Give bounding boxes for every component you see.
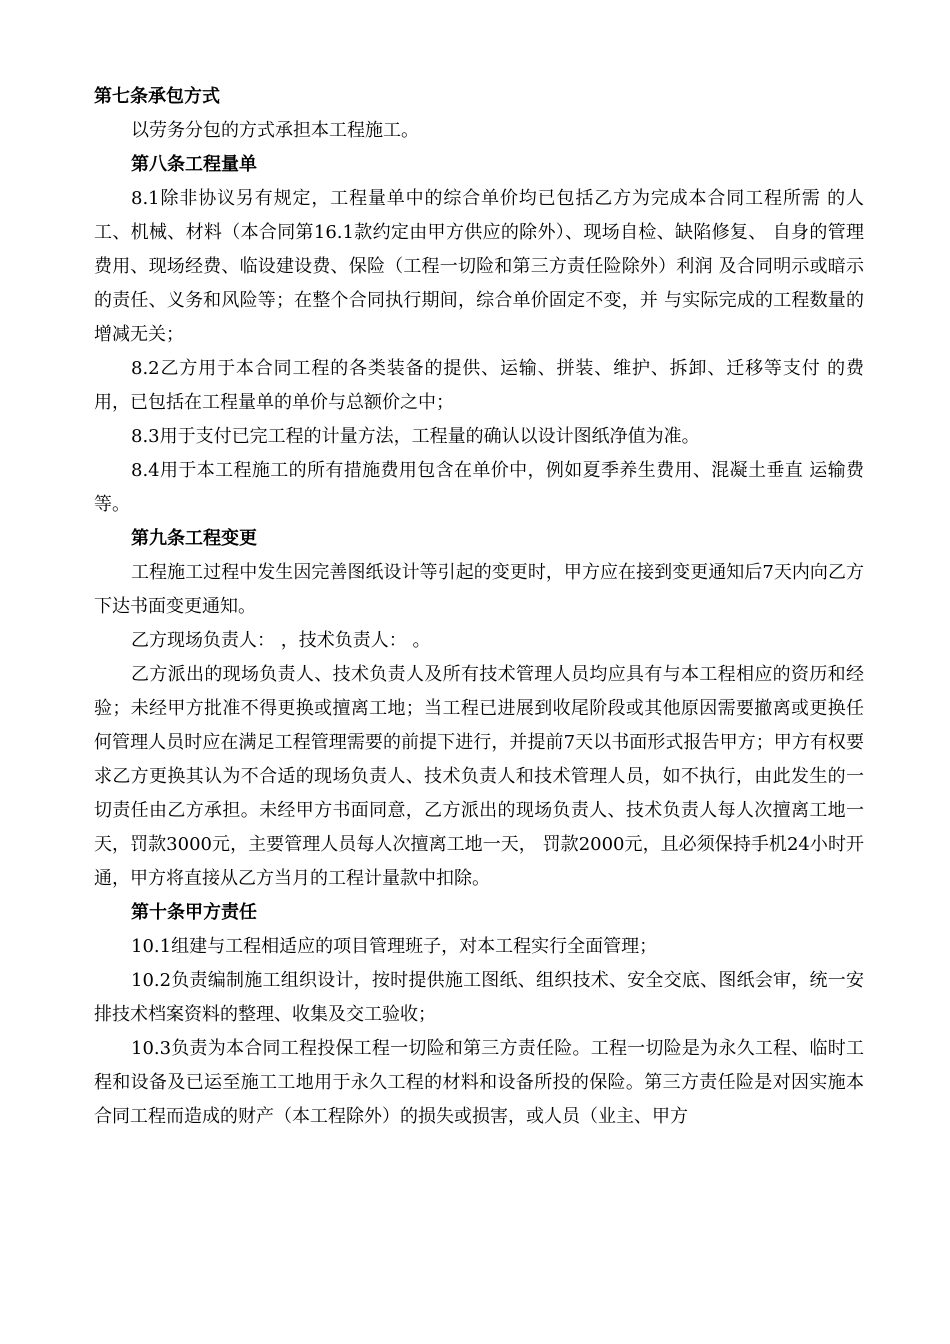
- section-9-paragraph-3: 乙方派出的现场负责人、技术负责人及所有技术管理人员均应具有与本工程相应的资历和经验；未经甲方批准不得更换或擅离工地；当工程已进展到收尾阶段或其他原因需要撤离或更换任何管理人员时应在满足工程管理需要的前提下进行，并提前7天以书面形式报告甲方；甲方有权要求乙方更换其认为不合适的现场负责人、技术负责人和技术管理人员，如不执行，由此发生的一切责任由乙方承担。未经甲方书面同意，乙方派出的现场负责人、技术负责人每人次擅离工地一天，罚款3000元，主要管理人员每人次擅离工地一天， 罚款2000元，且必须保持手机24小时开通，甲方将直接从乙方当月的工程计量款中扣除。: [94, 664, 864, 889]
- section-8-3: 8.3用于支付已完工程的计量方法，工程量的确认以设计图纸净值为准。: [131, 426, 700, 447]
- section-7-paragraph: 以劳务分包的方式承担本工程施工。: [131, 120, 419, 141]
- section-9-paragraph-2: 乙方现场负责人： ，技术负责人： 。: [131, 630, 431, 651]
- section-10-2: 10.2负责编制施工组织设计，按时提供施工图纸、组织技术、安全交底、图纸会审，统一安排技术档案资料的整理、收集及交工验收；: [94, 970, 864, 1025]
- section-9-title: 第九条工程变更: [131, 528, 257, 549]
- section-10-3: 10.3负责为本合同工程投保工程一切险和第三方责任险。工程一切险是为永久工程、临时工程和设备及已运至施工工地用于永久工程的材料和设备所投的保险。第三方责任险是对因实施本合同工程而造成的财产（本工程除外）的损失或损害，或人员（业主、甲方: [94, 1038, 864, 1127]
- section-8-2: 8.2乙方用于本合同工程的各类装备的提供、运输、拼装、维护、拆卸、迁移等支付 的费用，已包括在工程量单的单价与总额价之中；: [94, 358, 864, 413]
- section-7-title: 第七条承包方式: [94, 86, 220, 107]
- section-10-1: 10.1组建与工程相适应的项目管理班子，对本工程实行全面管理；: [131, 936, 658, 957]
- section-8-4: 8.4用于本工程施工的所有措施费用包含在单价中，例如夏季养生费用、混凝土垂直 运输费等。: [94, 460, 864, 515]
- section-8-title: 第八条工程量单: [131, 154, 257, 175]
- section-9-paragraph-1: 工程施工过程中发生因完善图纸设计等引起的变更时，甲方应在接到变更通知后7天内向乙方下达书面变更通知。: [94, 562, 864, 617]
- section-10-title: 第十条甲方责任: [131, 902, 257, 923]
- section-8-1: 8.1除非协议另有规定，工程量单中的综合单价均已包括乙方为完成本合同工程所需 的人工、机械、材料（本合同第16.1款约定由甲方供应的除外）、现场自检、缺陷修复、 自身的管理费用、现场经费、临设建设费、保险（工程一切险和第三方责任险除外）利润 及合同明示或暗示的责任、义务和风险等；在整个合同执行期间，综合单价固定不变，并 与实际完成的工程数量的增减无关；: [94, 188, 864, 345]
- document-body: [94, 80, 864, 1134]
